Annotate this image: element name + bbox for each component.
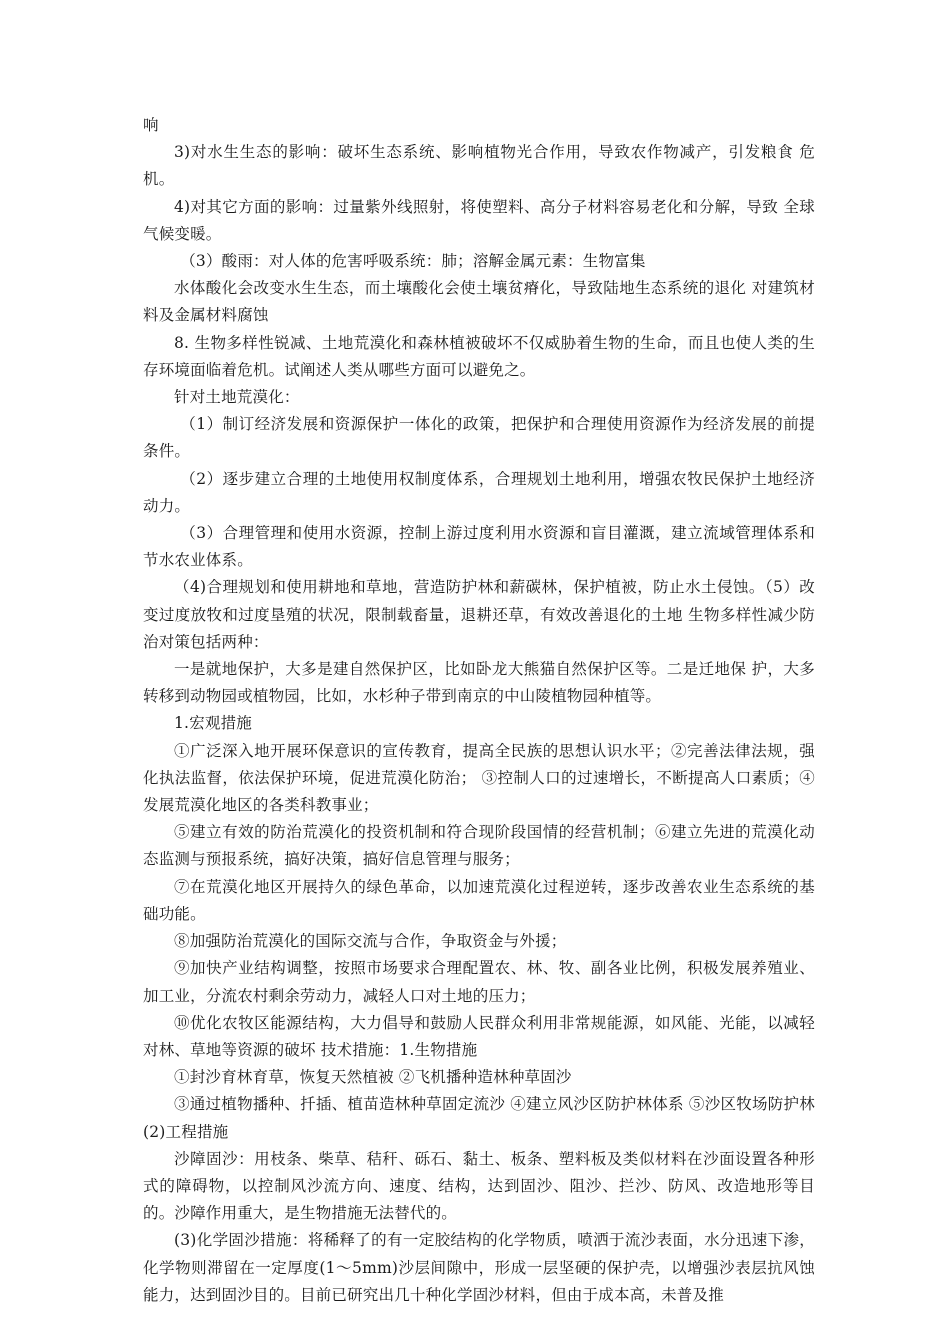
paragraph: (3)化学固沙措施：将稀释了的有一定胶结构的化学物质，喷洒于流沙表面，水分迅速下渗，化学物则滞留在一定厚度(1～5mm)沙层间隙中，形成一层坚硬的保护壳，以增强沙表层抗风蚀能力，达到固沙目的。目前已研究出几十种化学固沙材料，但由于成本高，未普及推 (143, 1231, 815, 1304)
paragraph: 4)对其它方面的影响：过量紫外线照射，将使塑料、高分子材料容易老化和分解，导致 全球气候变暖。 (143, 197, 815, 243)
paragraph: ①广泛深入地开展环保意识的宣传教育，提高全民族的思想认识水平；②完善法律法规，强化执法监督，依法保护环境，促进荒漠化防治； ③控制人口的过速增长，不断提高人口素质；④发展荒漠化地区的各类科教事业； (143, 741, 815, 815)
paragraph: 8. 生物多样性锐减、土地荒漠化和森林植被破坏不仅威胁着生物的生命，而且也使人类的生存环境面临着危机。试阐述人类从哪些方面可以避免之。 (143, 333, 815, 379)
paragraph: （3）酸雨：对人体的危害呼吸系统：肺；溶解金属元素：生物富集 (180, 252, 646, 271)
paragraph: ⑨加快产业结构调整，按照市场要求合理配置农、林、牧、副各业比例，积极发展养殖业、加工业，分流农村剩余劳动力，减轻人口对土地的压力； (143, 959, 815, 1005)
paragraph: 一是就地保护，大多是建自然保护区，比如卧龙大熊猫自然保护区等。二是迁地保 护，大多转移到动物园或植物园，比如，水杉种子带到南京的中山陵植物园种植等。 (143, 660, 815, 706)
document-body (143, 112, 815, 1309)
paragraph: ⑧加强防治荒漠化的国际交流与合作，争取资金与外援； (174, 932, 567, 951)
paragraph: ①封沙育林育草，恢复天然植被 ②飞机播种造林种草固沙 (174, 1068, 572, 1087)
paragraph: 响 (143, 116, 159, 134)
paragraph: （3）合理管理和使用水资源，控制上游过度利用水资源和盲目灌溉，建立流域管理体系和节水农业体系。 (143, 524, 815, 570)
paragraph: ⑤建立有效的防治荒漠化的投资机制和符合现阶段国情的经营机制；⑥建立先进的荒漠化动态监测与预报系统，搞好决策，搞好信息管理与服务； (143, 823, 815, 869)
paragraph: （2）逐步建立合理的土地使用权制度体系，合理规划土地利用，增强农牧民保护土地经济动力。 (143, 469, 815, 515)
paragraph: 3)对水生生态的影响：破坏生态系统、影响植物光合作用，导致农作物减产，引发粮食 危机。 (143, 143, 815, 189)
paragraph: ⑩优化农牧区能源结构，大力倡导和鼓励人民群众利用非常规能源，如风能、光能，以减轻对林、草地等资源的破坏 技术措施：1.生物措施 (143, 1013, 815, 1059)
paragraph: 沙障固沙：用枝条、柴草、秸秆、砾石、黏土、板条、塑料板及类似材料在沙面设置各种形式的障碍物，以控制风沙流方向、速度、结构，达到固沙、阻沙、拦沙、防风、改造地形等目的。沙障作用重大，是生物措施无法替代的。 (143, 1149, 815, 1223)
paragraph: 针对土地荒漠化： (174, 388, 300, 407)
paragraph: 水体酸化会改变水生生态，而土壤酸化会使土壤贫瘠化，导致陆地生态系统的退化 对建筑材料及金属材料腐蚀 (143, 279, 815, 325)
paragraph: ⑦在荒漠化地区开展持久的绿色革命，以加速荒漠化过程逆转，逐步改善农业生态系统的基础功能。 (143, 877, 815, 923)
paragraph: （4)合理规划和使用耕地和草地，营造防护林和薪碳林，保护植被，防止水土侵蚀。（5）改变过度放牧和过度垦殖的状况，限制载畜量，退耕还草，有效改善退化的土地 生物多样性减少防治对策包括两种： (143, 578, 815, 651)
paragraph: ③通过植物播种、扦插、植苗造林种草固定流沙 ④建立风沙区防护林体系 ⑤沙区牧场防护林 (2)工程措施 (143, 1095, 815, 1141)
paragraph: （1）制订经济发展和资源保护一体化的政策，把保护和合理使用资源作为经济发展的前提条件。 (143, 415, 815, 461)
section-heading: 1.宏观措施 (174, 714, 252, 733)
